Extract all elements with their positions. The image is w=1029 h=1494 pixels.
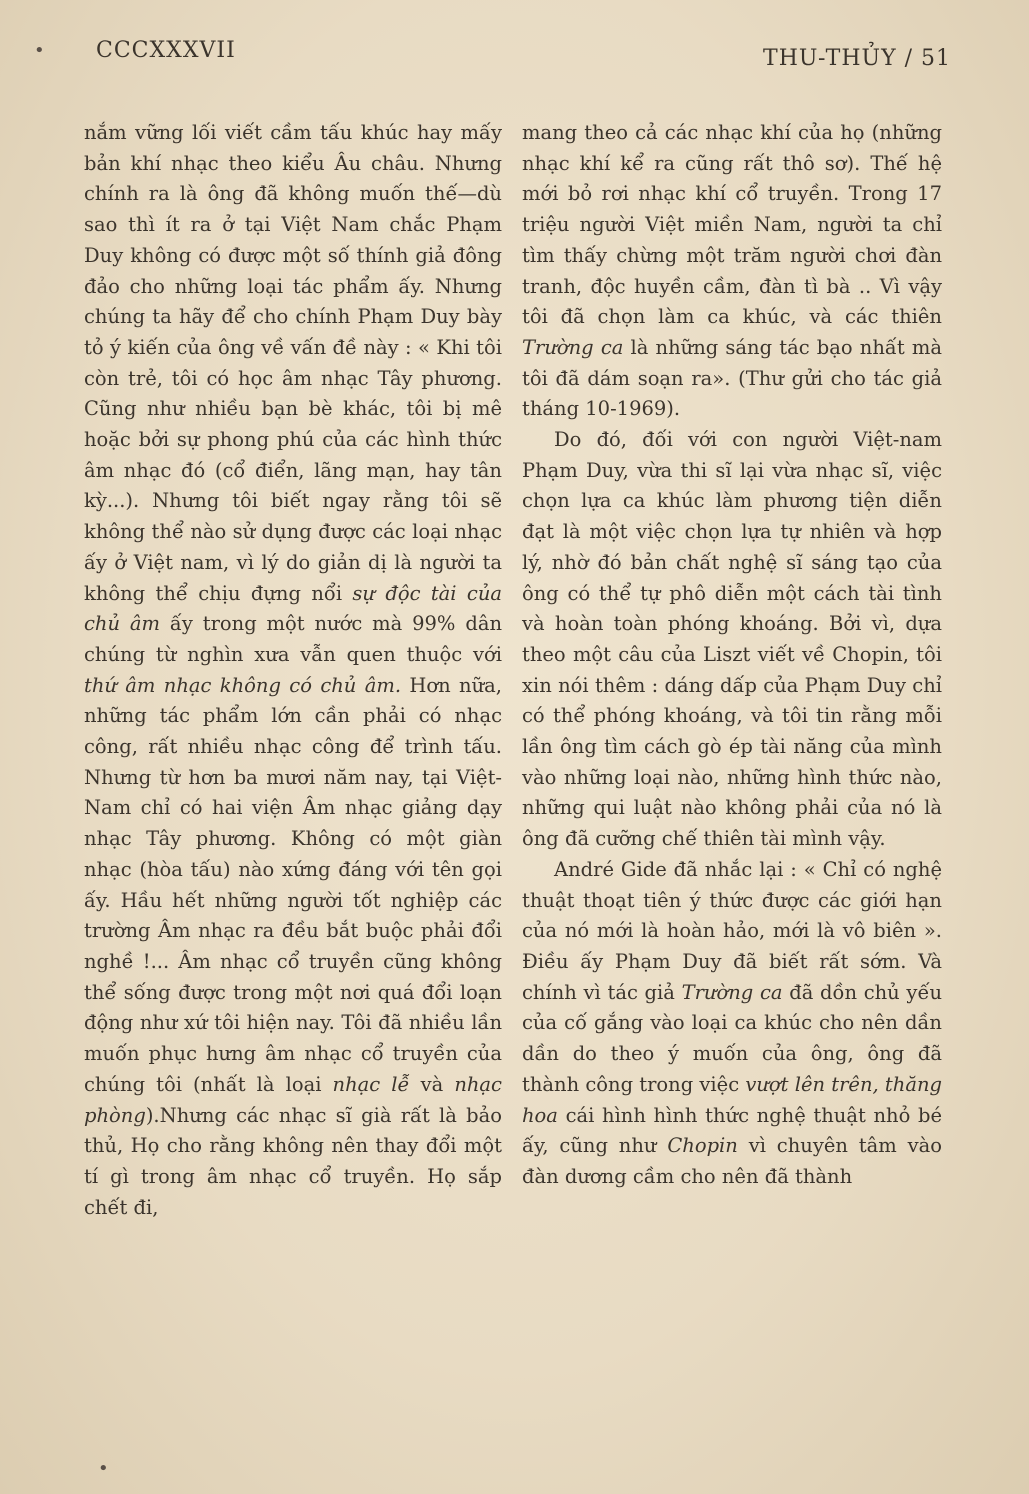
right-paragraph-3: André Gide đã nhắc lại : « Chỉ có nghệ thuật thoạt tiên ý thức được các giới hạn của nó mới là hoàn hảo, mới là vô biên ». Điều ấy Phạm Duy đã biết rất sớm. Và chính vì tác giả Trường ca đã dồn chủ yếu của cố gắng vào loại ca khúc cho nên dần dần do theo ý muốn của ông, ông đã thành công trong việc vượt lên trên, thăng hoa cái hình hình thức nghệ thuật nhỏ bé ấy, cũng như Chopin vì chuyên tâm vào đàn dương cầm cho nên đã thành: [522, 857, 943, 1188]
running-title-page-number: THU-THỦY / 51: [763, 46, 951, 71]
right-paragraph-1: mang theo cả các nhạc khí của họ (những nhạc khí kể ra cũng rất thô sơ). Thế hệ mới bỏ rơi nhạc khí cổ truyền. Trong 17 triệu người Việt miền Nam, người ta chỉ tìm thấy chừng một trăm người chơi đàn tranh, độc huyền cầm, đàn tì bà .. Vì vậy tôi đã chọn làm ca khúc, và các thiên Trường ca là những sáng tác bạo nhất mà tôi đã dám soạn ra». (Thư gửi cho tác giả tháng 10-1969).: [522, 121, 942, 421]
left-paragraph: nắm vững lối viết cầm tấu khúc hay mấy bản khí nhạc theo kiểu Âu châu. Nhưng chính ra là ông đã không muốn thế—dù sao thì ít ra ở tại Việt Nam chắc Phạm Duy không có được một số thính giả đông đảo cho những loại tác phẩm ấy. Nhưng chúng ta hãy để cho chính Phạm Duy bày tỏ ý kiến của ông về vấn đề này : « Khi tôi còn trẻ, tôi có học âm nhạc Tây phương. Cũng như nhiều bạn bè khác, tôi bị mê hoặc bởi sự phong phú của các hình thức âm nhạc đó (cổ điển, lãng mạn, hay tân kỳ...). Nhưng tôi biết ngay rằng tôi sẽ không thể nào sử dụng được các loại nhạc ấy ở Việt nam, vì lý do giản dị là người ta không thể chịu đựng nổi sự độc tài của chủ âm ấy trong một nước mà 99% dân chúng từ nghìn xưa vẫn quen thuộc với thứ âm nhạc không có chủ âm. Hơn nữa, những tác phẩm lớn cần phải có nhạc công, rất nhiều nhạc công để trình tấu. Nhưng từ hơn ba mươi năm nay, tại Việt-Nam chỉ có hai viện Âm nhạc giảng dạy nhạc Tây phương. Không có một giàn nhạc (hòa tấu) nào xứng đáng với tên gọi ấy. Hầu hết những người tốt nghiệp các trường Âm nhạc ra đều bắt buộc phải đổi nghề !... Âm nhạc cổ truyền cũng không thể sống được trong một nơi quá đổi loạn động như xứ tôi hiện nay. Tôi đã nhiều lần muốn phục hưng âm nhạc cổ truyền của chúng tôi (nhất là loại nhạc lễ và nhạc phòng).Nhưng các nhạc sĩ già rất là bảo thủ, Họ cho rằng không nên thay đổi một tí gì trong âm nhạc cổ truyền. Họ sắp chết đi,: [84, 121, 502, 1219]
page-dot-mark: •: [98, 1458, 109, 1479]
right-text-column: [522, 118, 942, 1193]
chapter-number: CCCXXXVII: [96, 38, 236, 63]
page-dot-mark: •: [34, 40, 45, 61]
right-paragraph-2: Do đó, đối với con người Việt-nam Phạm Duy, vừa thi sĩ lại vừa nhạc sĩ, việc chọn lựa ca khúc làm phương tiện diễn đạt là một việc chọn lựa tự nhiên và hợp lý, nhờ đó bản chất nghệ sĩ sáng tạo của ông có thể tự phô diễn một cách tài tình và hoàn toàn phóng khoáng. Bởi vì, dựa theo một câu của Liszt viết về Chopin, tôi xin nói thêm : dáng dấp của Phạm Duy chỉ có thể phóng khoáng, và tôi tin rằng mỗi lần ông tìm cách gò ép tài năng của mình vào những loại nào, những hình thức nào, những qui luật nào không phải của nó là ông đã cưỡng chế thiên tài mình vậy.: [522, 428, 942, 851]
left-text-column: [84, 118, 502, 1223]
